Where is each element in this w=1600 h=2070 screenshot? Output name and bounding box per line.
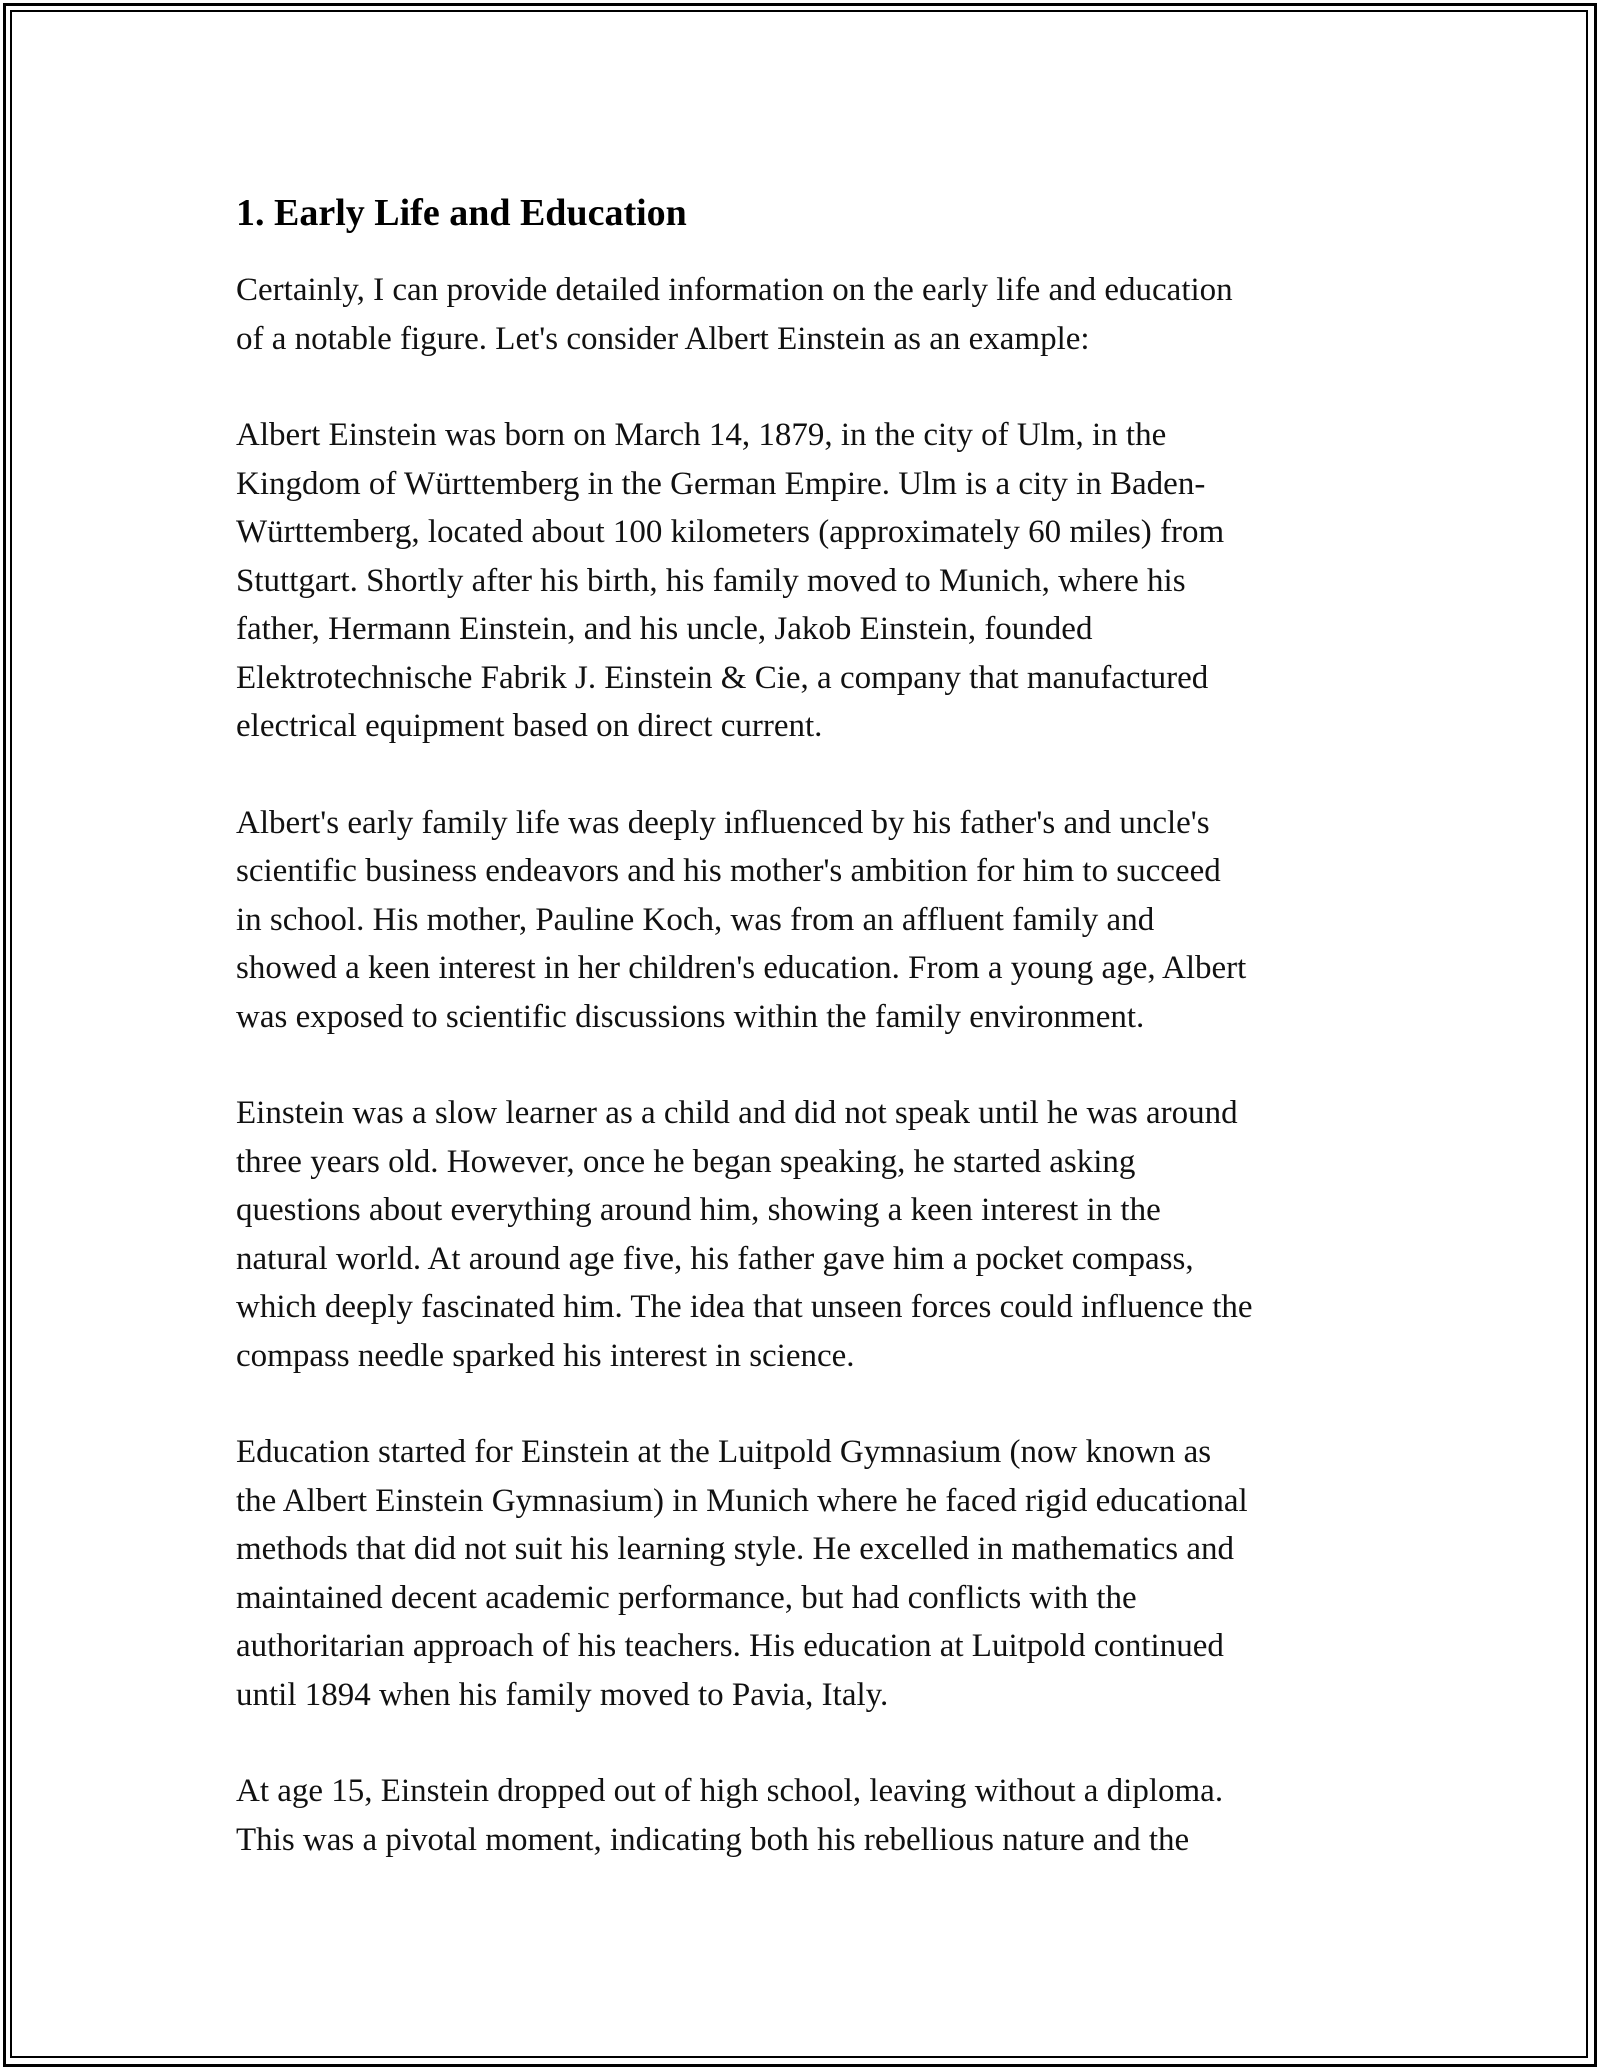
paragraph-family: Albert's early family life was deeply influenced by his father's and uncle's scientific business endeavors and his mother's ambition for him to succeed in school. His mother, Pauline Koch, was from an affluent family and showed a keen interest in her children's education. From a young age, Albert was exposed to scientific discussions within the family environment.	[236, 804, 1247, 1035]
document-body	[236, 186, 1376, 1912]
paragraph-intro: Certainly, I can provide detailed information on the early life and education of a notable figure. Let's consider Albert Einstein as an example:	[236, 272, 1233, 357]
paragraph-birth: Albert Einstein was born on March 14, 1879, in the city of Ulm, in the Kingdom of Württemberg in the German Empire. Ulm is a city in Baden- Württemberg, located about 100 kilometers (approximately 60 miles) from Stuttgart. Shortly after his birth, his family moved to Munich, where his father, Hermann Einstein, and his uncle, Jakob Einstein, founded Elektrotechnische Fabrik J. Einstein & Cie, a company that manufactured electrical equipment based on direct current.	[236, 417, 1225, 744]
paragraph-childhood: Einstein was a slow learner as a child and did not speak until he was around three years old. However, once he began speaking, he started asking questions about everything around him, showing a keen interest in the natural world. At around age five, his father gave him a pocket compass, which deeply fascinated him. The idea that unseen forces could influence the compass needle sparked his interest in science.	[236, 1095, 1253, 1374]
paragraph-dropout: At age 15, Einstein dropped out of high school, leaving without a diploma. This was a pivotal moment, indicating both his rebellious nature and the	[236, 1773, 1224, 1858]
section-heading: 1. Early Life and Education	[236, 192, 687, 234]
paragraph-gymnasium: Education started for Einstein at the Luitpold Gymnasium (now known as the Albert Einstein Gymnasium) in Munich where he faced rigid educational methods that did not suit his learning style. He excelled in mathematics and maintained decent academic performance, but had conflicts with the authoritarian approach of his teachers. His education at Luitpold continued until 1894 when his family moved to Pavia, Italy.	[236, 1434, 1248, 1713]
